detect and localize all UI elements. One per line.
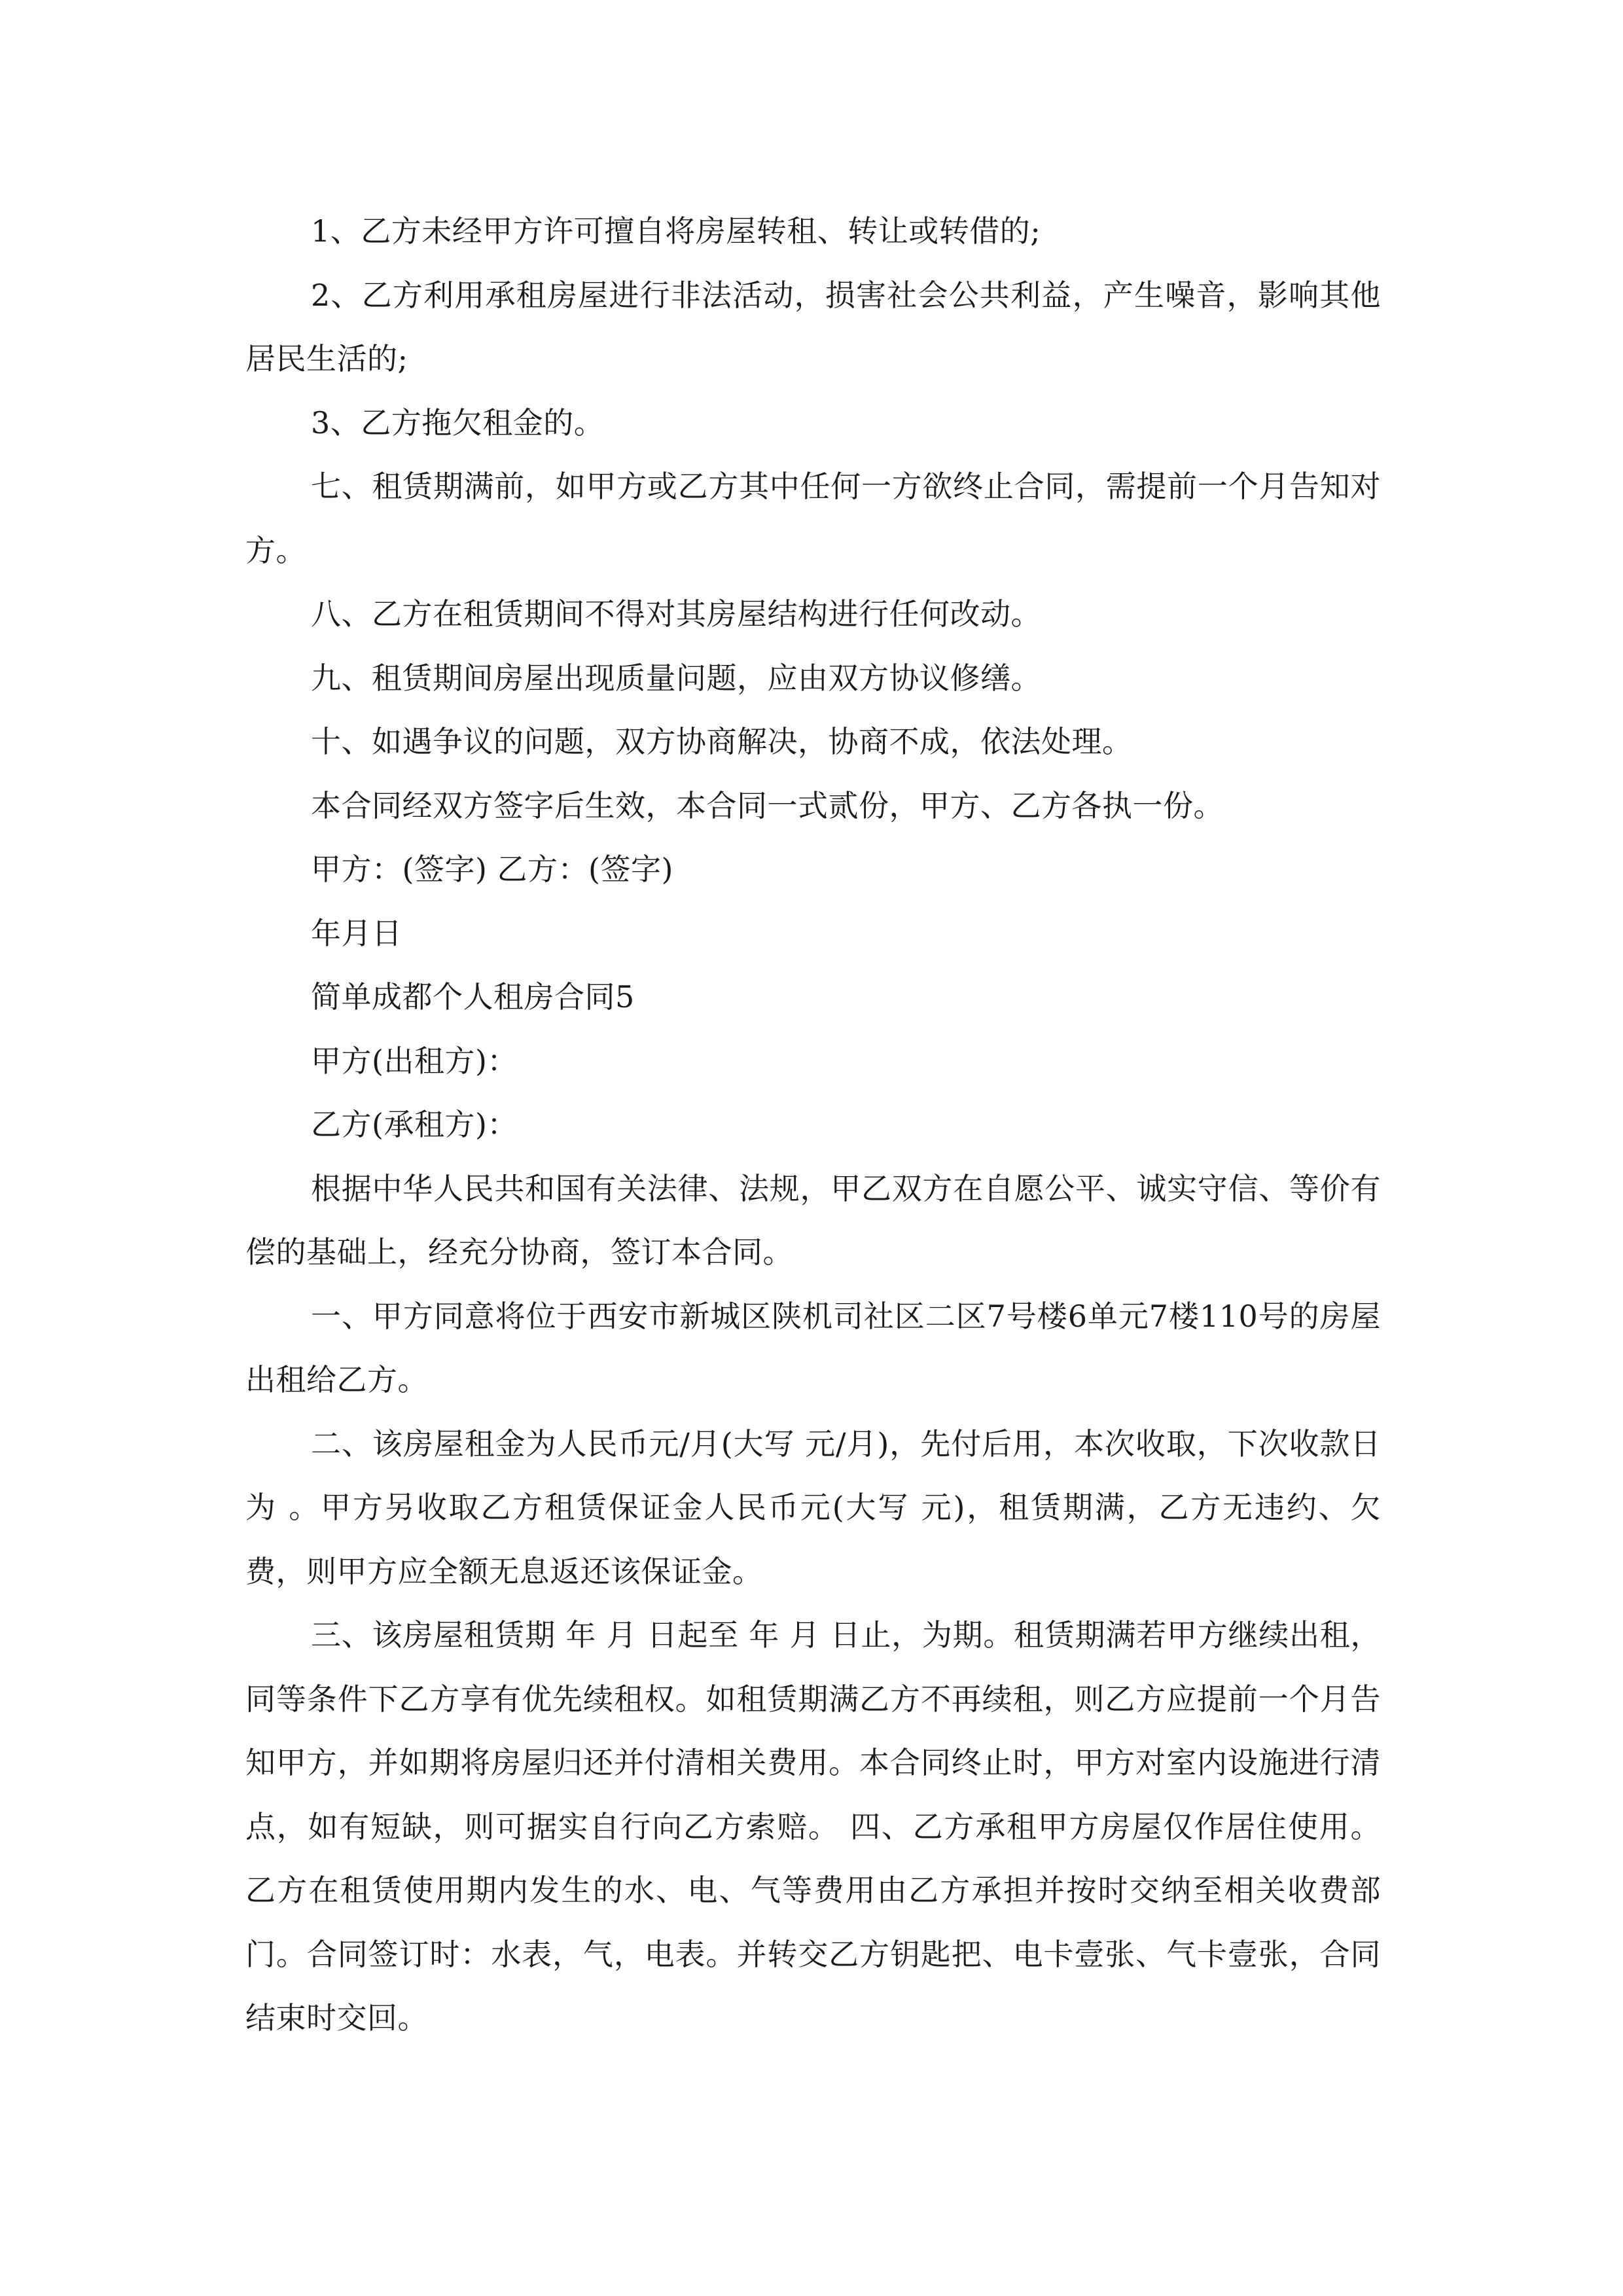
signature-line: 甲方：(签字) 乙方：(签字) [311,852,673,887]
article-one-property: 一、甲方同意将位于西安市新城区陕机司社区二区7号楼6单元7楼110号的房屋出租给乙方。 [245,1298,1381,1397]
party-a-lessor: 甲方(出租方)： [311,1043,518,1079]
clause-seven-termination: 七、租赁期满前，如甲方或乙方其中任何一方欲终止合同，需提前一个月告知对方。 [245,469,1381,568]
date-line: 年月日 [311,915,402,951]
contract-preamble: 根据中华人民共和国有关法律、法规，甲乙双方在自愿公平、诚实守信、等价有偿的基础上，经充分协商，签订本合同。 [245,1170,1381,1270]
party-b-lessee: 乙方(承租方)： [311,1107,518,1142]
clause-1-sublet: 1、乙方未经甲方许可擅自将房屋转租、转让或转借的; [311,213,1041,249]
contract-title: 简单成都个人租房合同5 [311,979,635,1014]
clause-3-rent-arrears: 3、乙方拖欠租金的。 [311,404,605,440]
clause-2-illegal-activity: 2、乙方利用承租房屋进行非法活动，损害社会公共利益，产生噪音，影响其他居民生活的; [245,277,1381,376]
clause-nine-repairs: 九、租赁期间房屋出现质量问题，应由双方协议修缮。 [311,660,1041,696]
article-three-term: 三、该房屋租赁期 年 月 日起至 年 月 日止，为期。租赁期满若甲方继续出租，同等条件下乙方享有优先续租权。如租赁期满乙方不再续租，则乙方应提前一个月告知甲方，并如期将房屋归还并付清相关费用。本合同终止时，甲方对室内设施进行清点，如有短缺，则可据实自行向乙方索赔。 四、乙方承租甲方房屋仅作居住使用。乙方在租赁使用期内发生的水、电、气等费用由乙方承担并按时交纳至相关收费部门。合同签订时：水表，气，电表。并转交乙方钥匙把、电卡壹张、气卡壹张，合同结束时交回。 [245,1617,1381,2036]
clause-ten-disputes: 十、如遇争议的问题，双方协商解决，协商不成，依法处理。 [311,724,1133,759]
clause-eight-structure: 八、乙方在租赁期间不得对其房屋结构进行任何改动。 [311,596,1041,632]
article-two-rent: 二、该房屋租金为人民币元/月(大写 元/月)，先付后用，本次收取，下次收款日为 。甲方另收取乙方租赁保证金人民币元(大写 元)，租赁期满，乙方无违约、欠费，则甲方应全额无息返还该保证金。 [245,1426,1381,1589]
document-body [245,200,1381,2051]
contract-effect-statement: 本合同经双方签字后生效，本合同一式贰份，甲方、乙方各执一份。 [311,787,1224,823]
